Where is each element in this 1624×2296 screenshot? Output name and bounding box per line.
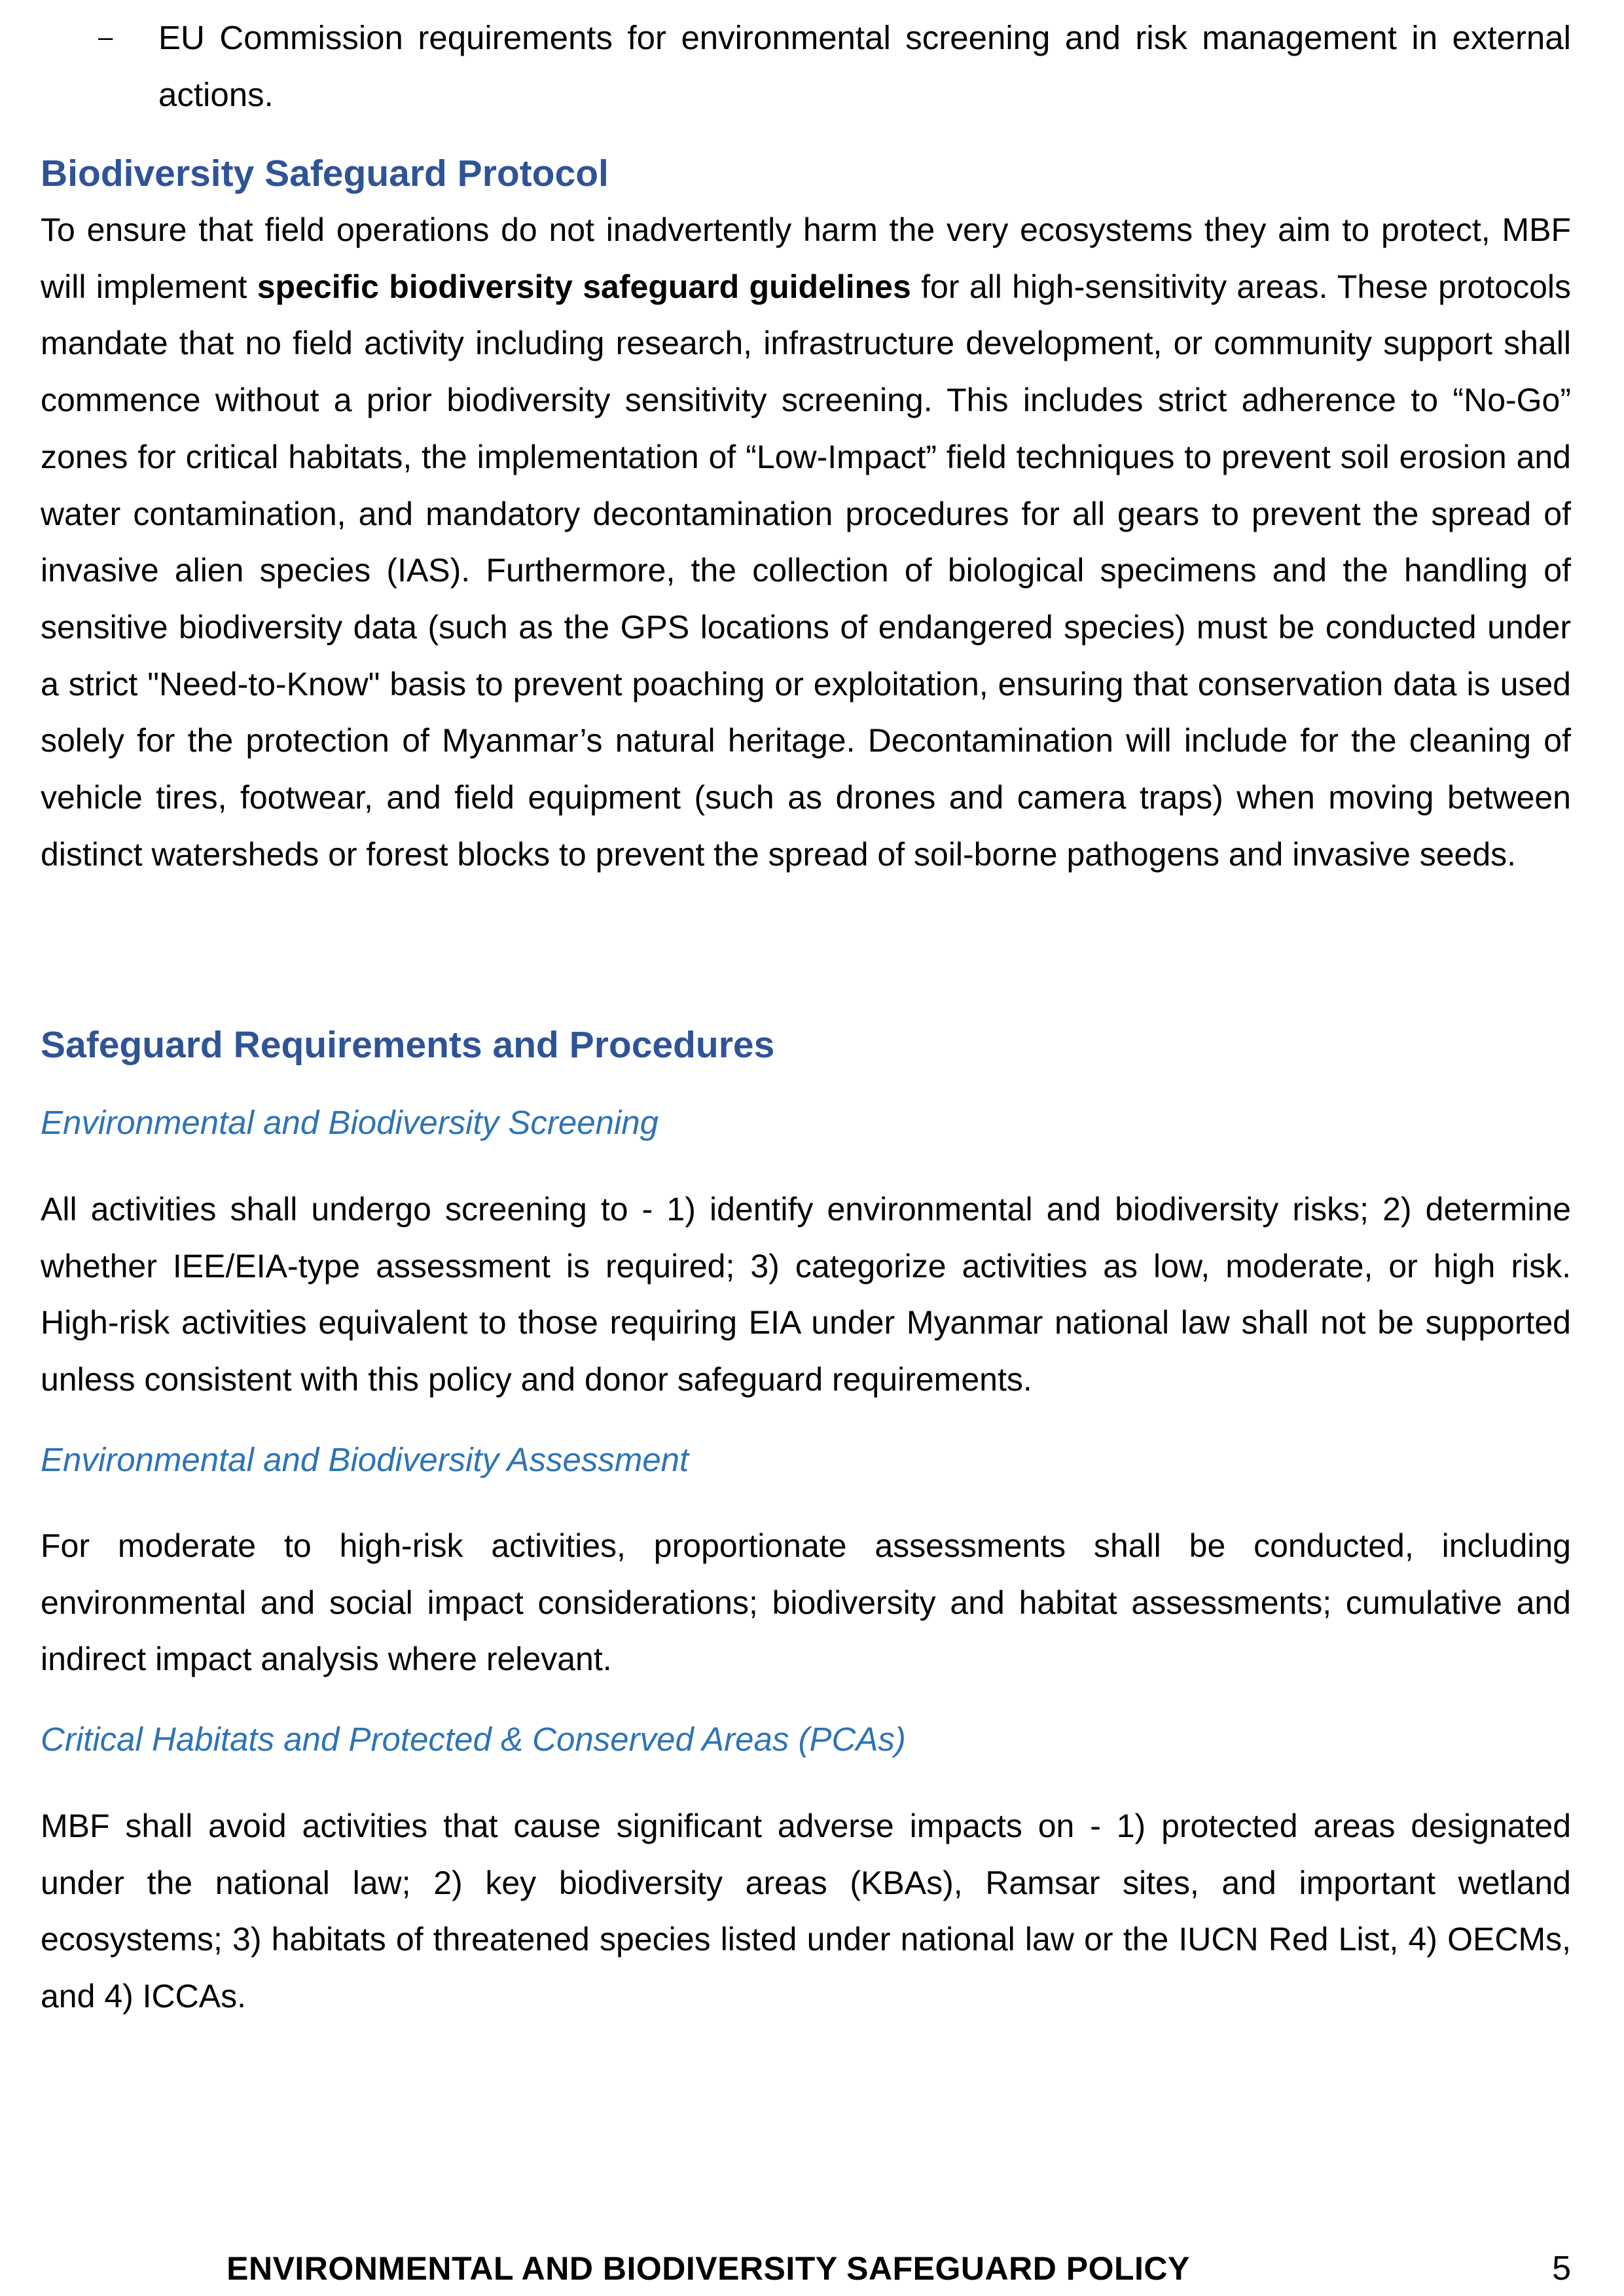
- document-page: [41, 0, 1571, 2296]
- protocol-text-end: for all high-sensitivity areas. These protocols mandate that no field activity including research, infrastructure development, or community support shall commence without a prior biodiversity sensitivity screening. This includes strict adherence to “No-Go” zones for critical habitats, the implementation of “Low-Impact” field techniques to prevent soil erosion and water contamination, and mandatory decontamination procedures for all gears to prevent the spread of invasive alien species (IAS). Furthermore, the collection of biological specimens and the handling of sensitive biodiversity data (such as the GPS locations of endangered species) must be conducted under a strict "Need-to-Know" basis to prevent poaching or exploitation, ensuring that conservation data is used solely for the protection of Myanmar’s natural heritage. Decontamination will include for the cleaning of vehicle tires, footwear, and field equipment (such as drones and camera traps) when moving between distinct watersheds or forest blocks to prevent the spread of soil-borne pathogens and invasive seeds.: [41, 268, 1571, 873]
- protocol-text-bold: specific biodiversity safeguard guidelines: [257, 268, 911, 305]
- subheading-critical-habitats: Critical Habitats and Protected & Conserved Areas (PCAs): [41, 1721, 906, 1758]
- bullet-marker: –: [98, 23, 113, 52]
- paragraph-assessment: For moderate to high-risk activities, proportionate assessments shall be conducted, including environmental and social impact considerations; biodiversity and habitat assessments; cumulative and indirect impact analysis where relevant.: [41, 1527, 1571, 1678]
- paragraph-screening: All activities shall undergo screening to - 1) identify environmental and biodiversity risks; 2) determine whether IEE/EIA-type assessment is required; 3) categorize activities as low, moderate, or high risk. High-risk activities equivalent to those requiring EIA under Myanmar national law shall not be supported unless consistent with this policy and donor safeguard requirements.: [41, 1191, 1571, 1398]
- subheading-screening: Environmental and Biodiversity Screening: [41, 1104, 659, 1141]
- paragraph-protocol: [41, 202, 1571, 883]
- bullet-text: EU Commission requirements for environmental screening and risk management in external actions.: [158, 19, 1571, 113]
- heading-safeguard-requirements: Safeguard Requirements and Procedures: [41, 1024, 775, 1066]
- paragraph-critical-habitats: MBF shall avoid activities that cause significant adverse impacts on - 1) protected areas designated under the national law; 2) key biodiversity areas (KBAs), Ramsar sites, and important wetland ecosystems; 3) habitats of threatened species listed under national law or the IUCN Red List, 4) OECMs, and 4) ICCAs.: [41, 1808, 1571, 2015]
- subheading-assessment: Environmental and Biodiversity Assessment: [41, 1441, 689, 1478]
- footer-page-number: 5: [1552, 2250, 1571, 2287]
- heading-biodiversity-safeguard-protocol: Biodiversity Safeguard Protocol: [41, 153, 609, 194]
- protocol-text-start: To ensure that field operations do not inadvertently harm the very ecosystems they aim to protect, MBF will implement: [41, 211, 1571, 305]
- footer-document-title: ENVIRONMENTAL AND BIODIVERSITY SAFEGUARD POLICY: [226, 2250, 1190, 2287]
